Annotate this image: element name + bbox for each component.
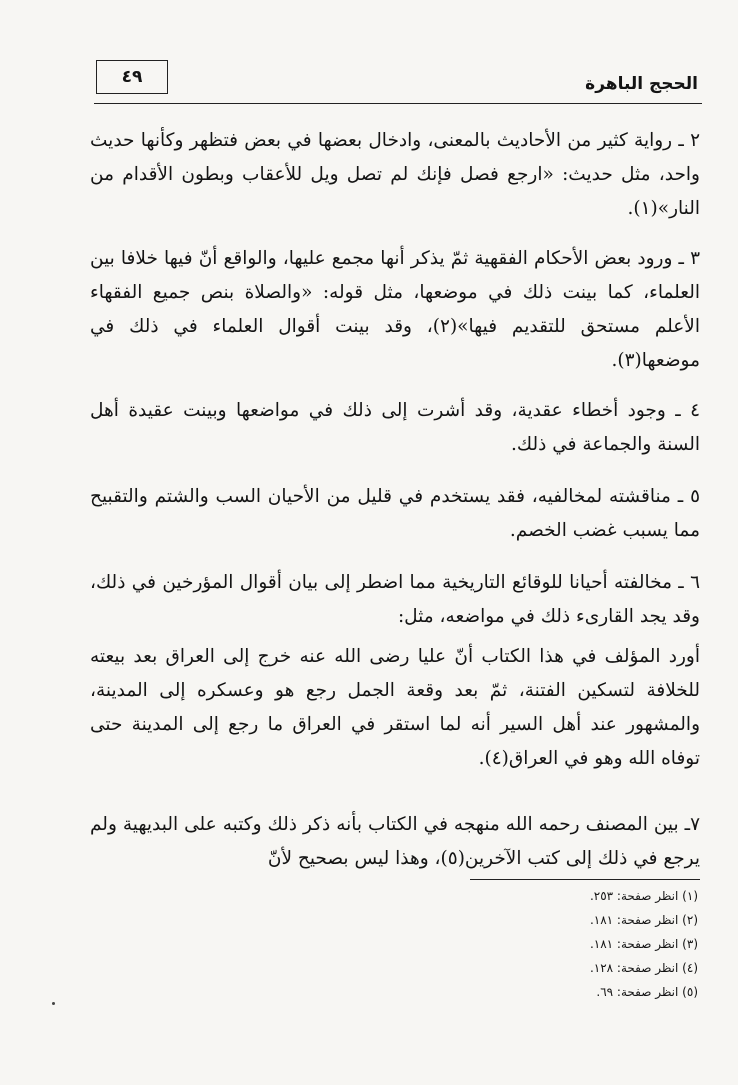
footnote-4: (٤) انظر صفحة: ١٢٨.	[589, 961, 698, 975]
page-number: ٤٩	[121, 67, 143, 87]
paragraph-item-7: ٧ـ بين المصنف رحمه الله منهجه في الكتاب بأنه ذكر ذلك وكتبه على البديهية ولم يرجع في ذلك إلى كتب الآخرين(٥)، وهذا ليس بصحيح لأنّ	[90, 814, 700, 869]
footnote-rule	[470, 879, 700, 880]
header-rule	[94, 103, 702, 104]
scan-dot	[52, 1002, 55, 1005]
running-title: الحجج الباهرة	[585, 74, 698, 94]
footnotes-list	[398, 884, 698, 1004]
page-number-box	[96, 60, 168, 94]
paragraph-item-4: ٤ ـ وجود أخطاء عقدية، وقد أشرت إلى ذلك في مواضعها وبينت عقيدة أهل السنة والجماعة في ذلك.	[90, 400, 700, 455]
paragraph-item-5: ٥ ـ مناقشته لمخالفيه، فقد يستخدم في قليل من الأحيان السب والشتم والتقبيح مما يسبب غضب الخصم.	[90, 486, 700, 541]
paragraph-item-6: ٦ ـ مخالفته أحيانا للوقائع التاريخية مما اضطر إلى بيان أقوال المؤرخين في ذلك، وقد يجد القارىء ذلك في مواضعه، مثل:	[90, 572, 700, 627]
paragraph-item-3: ٣ ـ ورود بعض الأحكام الفقهية ثمّ يذكر أنها مجمع عليها، والواقع أنّ فيها خلافا بين العلماء، كما بينت ذلك في موضعها، مثل قوله: «والصلاة بنص جميع الفقهاء الأعلم مستحق للتقديم فيها»(٢)، وقد بينت أقوال العلماء في ذلك في موضعها(٣).	[90, 248, 700, 371]
footnote-2: (٢) انظر صفحة: ١٨١.	[589, 913, 698, 927]
footnote-1: (١) انظر صفحة: ٢٥٣.	[589, 889, 698, 903]
footnote-3: (٣) انظر صفحة: ١٨١.	[589, 937, 698, 951]
paragraph-example: أورد المؤلف في هذا الكتاب أنّ عليا رضى الله عنه خرج إلى العراق بعد بيعته للخلافة لتسكين الفتنة، ثمّ بعد وقعة الجمل رجع هو وعسكره إلى المدينة، والمشهور عند أهل السير أنه لما استقر في العراق ما رجع إلى المدينة حتى توفاه الله وهو في العراق(٤).	[90, 646, 700, 769]
paragraph-item-2: ٢ ـ رواية كثير من الأحاديث بالمعنى، وادخال بعضها في بعض فتظهر وكأنها حديث واحد، مثل حديث: «ارجع فصل فإنك لم تصل ويل للأعقاب وبطون الأقدام من النار»(١).	[90, 130, 700, 219]
footnote-5: (٥) انظر صفحة: ٦٩.	[596, 985, 698, 999]
